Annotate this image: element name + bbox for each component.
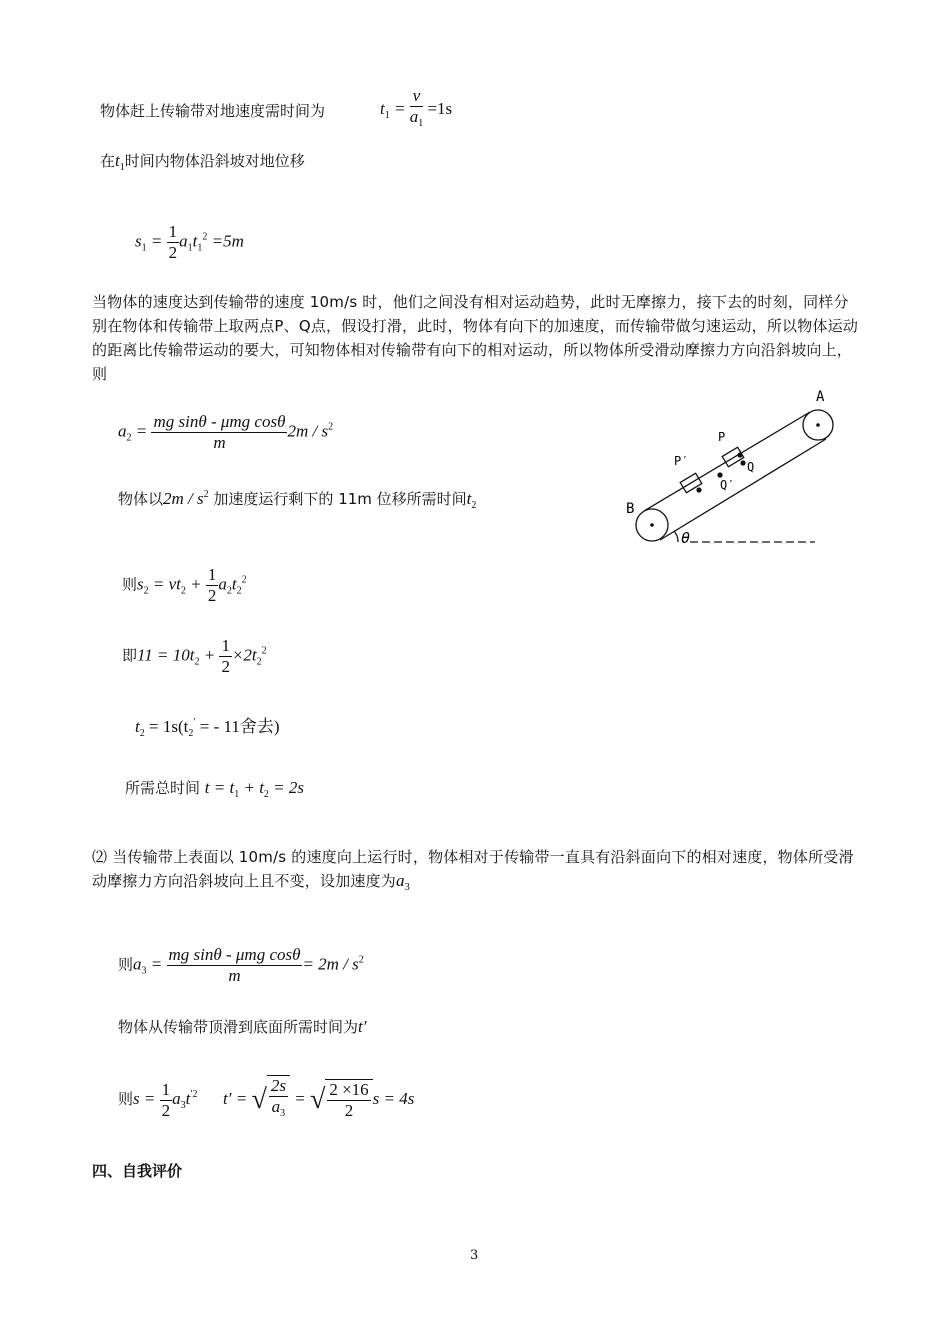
label-p-prime: P′ xyxy=(674,454,689,468)
label-b: B xyxy=(626,501,635,517)
total-time-statement: 所需总时间 $t = t_1 + t_2 = 2s$ xyxy=(125,778,305,800)
formula-s2: 则$s_2 = vt_2$ + $\frac{1}{2}$ $a_2t_2^2$ xyxy=(122,565,247,605)
formula-final: 则s = $\frac{1}{2}$ $a_3t^{'2}$ t′ = √ $\frac{2s}{a_3}$ = √ $\frac{2 \times 16}{2}$ s = 4s xyxy=(118,1075,414,1124)
point-p xyxy=(737,452,742,457)
formula-t1: $t_1$ = $\frac{v}{a_1}$ =1s xyxy=(380,86,453,129)
explanation-paragraph: 当物体的速度达到传输带的速度 10m/s 时，他们之间没有相对运动趋势，此时无摩擦力，接下去的时刻，同样分别在物体和传输带上取两点P、Q点，假设打滑，此时，物体有向下的加速度，而传输带做匀速运动，所以物体运动的距离比传输带运动的要大，可知物体相对传输带有向下的相对运动，所以物体所受滑动摩擦力方向沿斜坡向上，则 xyxy=(92,293,859,383)
angle-arc xyxy=(674,531,678,542)
time-statement: 物体赶上传输带对地速度需时间为 xyxy=(100,102,326,120)
formula-t2: $t_2 = 1s(t_2'$ = - 11舍去) xyxy=(135,717,280,739)
formula-a2: $a_2$ = $\frac{\text{mg sinθ - μmg cosθ}}{m}$ $2m / s^2$ xyxy=(118,412,334,452)
section-heading: 四、自我评价 xyxy=(92,1162,183,1180)
label-p: P xyxy=(718,430,726,444)
label-q: Q xyxy=(747,460,755,474)
conveyor-diagram xyxy=(620,385,825,550)
acceleration-statement: 物体以$2m / s^2$ 加速度运行剩下的 11m 位移所需时间$t_2$ xyxy=(118,489,477,511)
formula-a3: 则$a_3$ = $\frac{\text{mg sinθ - μmg cosθ}}{m}$ = $2m / s^2$ xyxy=(118,945,364,985)
label-q-prime: Q′ xyxy=(720,478,735,492)
point-q-prime xyxy=(717,472,722,477)
formula-eleven: 即$11 = 10t_2$ + $\frac{1}{2}$ $\times 2t_2^2$ xyxy=(122,636,267,676)
displacement-statement: 在$t_1$时间内物体沿斜坡对地位移 xyxy=(100,151,305,173)
formula-s1: $s_1$ = $\frac{1}{2}$ $a_1t_1^2 =5m$ xyxy=(135,222,244,262)
page-number: 3 xyxy=(470,1248,479,1263)
label-theta: θ xyxy=(681,529,691,547)
slide-time-statement: 物体从传输带顶滑到底面所需时间为t′ xyxy=(118,1017,367,1036)
label-a: A xyxy=(816,389,825,405)
second-case-paragraph: ⑵ 当传输带上表面以 10m/s 的速度向上运行时，物体相对于传输带一直具有沿斜面向下的相对速度，物体所受滑动摩擦力方向沿斜坡向上且不变，设加速度为$a_3$ xyxy=(92,848,854,893)
point-q xyxy=(740,460,745,465)
belt-top xyxy=(644,412,810,511)
point-p-prime xyxy=(696,487,701,492)
